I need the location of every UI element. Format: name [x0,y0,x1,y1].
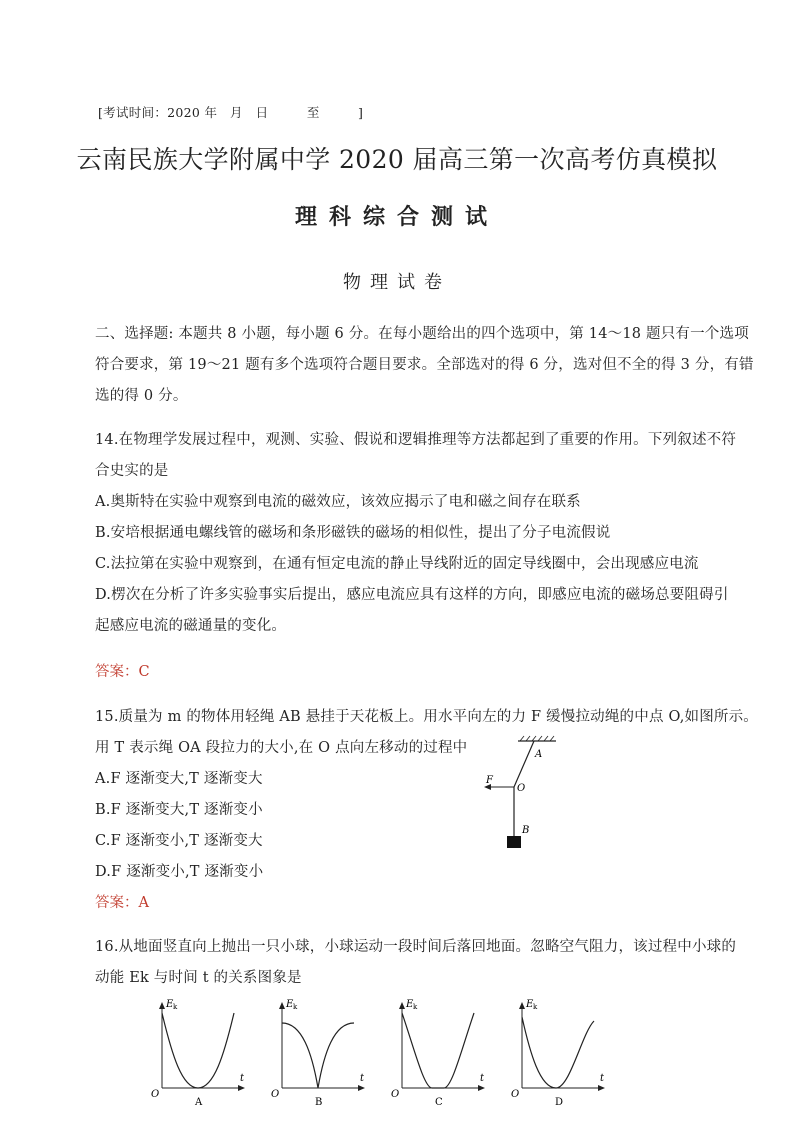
graph-c-curve [402,1013,474,1088]
label-b: B [522,825,530,836]
graph-d-origin: O [511,1089,520,1100]
q14-answer: 答案：C [95,664,150,680]
q14-option-d-line-1: D.楞次在分析了许多实验事实后提出，感应电流应具有这样的方向，即感应电流的磁场总要阻碍引 [95,587,729,603]
section-instructions-line-3: 选的得 0 分。 [95,388,188,404]
section-instructions-line-2: 符合要求，第 19～21 题有多个选项符合题目要求。全部选对的得 6 分，选对但不全的得 3 分，有错 [95,357,754,373]
q15-stem-line-1: 15.质量为 m 的物体用轻绳 AB 悬挂于天花板上。用水平向左的力 F 缓慢拉动绳的中点 O,如图所示。 [95,709,759,725]
graph-a-curve [162,1013,234,1088]
graph-b-xlabel: t [360,1073,365,1084]
graph-a-label: A [195,1097,203,1108]
q16-graph-c [388,993,496,1108]
section-instructions-line-1: 二、选择题: 本题共 8 小题，每小题 6 分。在每小题给出的四个选项中，第 14～18 题只有一个选项 [95,326,749,342]
graph-c-ylabel: E [406,999,414,1010]
exam-time: [考试时间：2020 年 月 日 至 ] [98,105,364,120]
q16-stem-line-2: 动能 Ek 与时间 t 的关系图象是 [95,970,302,986]
q14-option-a: A.奥斯特在实验中观察到电流的磁效应，该效应揭示了电和磁之间存在联系 [95,494,581,510]
graph-d-ylabel: E [526,999,534,1010]
page-subtitle: 理科综合测试 [294,204,499,230]
q14-stem-line-1: 14.在物理学发展过程中，观测、实验、假说和逻辑推理等方法都起到了重要的作用。下列叙述不符 [95,432,737,448]
q15-option-b: B.F 逐渐变大,T 逐渐变小 [95,802,263,818]
paper-title: 物理试卷 [343,272,451,293]
graph-c-origin: O [391,1089,400,1100]
graph-b-origin: O [271,1089,280,1100]
graph-c-label: C [435,1097,443,1108]
q15-option-a: A.F 逐渐变大,T 逐渐变大 [95,771,263,787]
graph-b-curve [282,1023,354,1088]
graph-d-label: D [555,1097,564,1108]
graph-d-xlabel: t [600,1073,605,1084]
graph-b-ylabel-sub: k [293,1003,298,1011]
graph-d-ylabel-sub: k [533,1003,538,1011]
label-a: A [535,749,543,760]
graph-a-ylabel: E [166,999,174,1010]
page-title: 云南民族大学附属中学 2020 届高三第一次高考仿真模拟 [76,145,718,174]
ceiling-hatching [518,736,556,741]
rope-segment-oa [514,741,534,787]
q14-option-b: B.安培根据通电螺线管的磁场和条形磁铁的磁场的相似性，提出了分子电流假说 [95,525,611,541]
q16-stem-line-1: 16.从地面竖直向上抛出一只小球，小球运动一段时间后落回地面。忽略空气阻力，该过程中小球的 [95,939,737,955]
q15-answer: 答案：A [95,895,149,911]
q16-graph-a [148,993,256,1108]
label-f: F [486,775,493,786]
graph-d-curve [522,1017,594,1088]
graph-c-xlabel: t [480,1073,485,1084]
graph-b-ylabel: E [286,999,294,1010]
q16-graph-d [508,993,616,1108]
q15-option-c: C.F 逐渐变小,T 逐渐变大 [95,833,263,849]
graph-c-ylabel-sub: k [413,1003,418,1011]
q16-graph-b [268,993,376,1108]
q15-rope-figure [470,735,560,853]
graph-a-origin: O [151,1089,160,1100]
label-o: O [517,783,526,794]
graph-b-label: B [315,1097,323,1108]
q14-stem-line-2: 合史实的是 [95,463,169,479]
q14-option-c: C.法拉第在实验中观察到，在通有恒定电流的静止导线附近的固定导线圈中，会出现感应电流 [95,556,699,572]
q14-option-d-line-2: 起感应电流的磁通量的变化。 [95,618,287,634]
hanging-mass [507,836,521,848]
q15-stem-line-2: 用 T 表示绳 OA 段拉力的大小,在 O 点向左移动的过程中 [95,740,468,756]
graph-a-ylabel-sub: k [173,1003,178,1011]
graph-a-xlabel: t [240,1073,245,1084]
q15-option-d: D.F 逐渐变小,T 逐渐变小 [95,864,264,880]
